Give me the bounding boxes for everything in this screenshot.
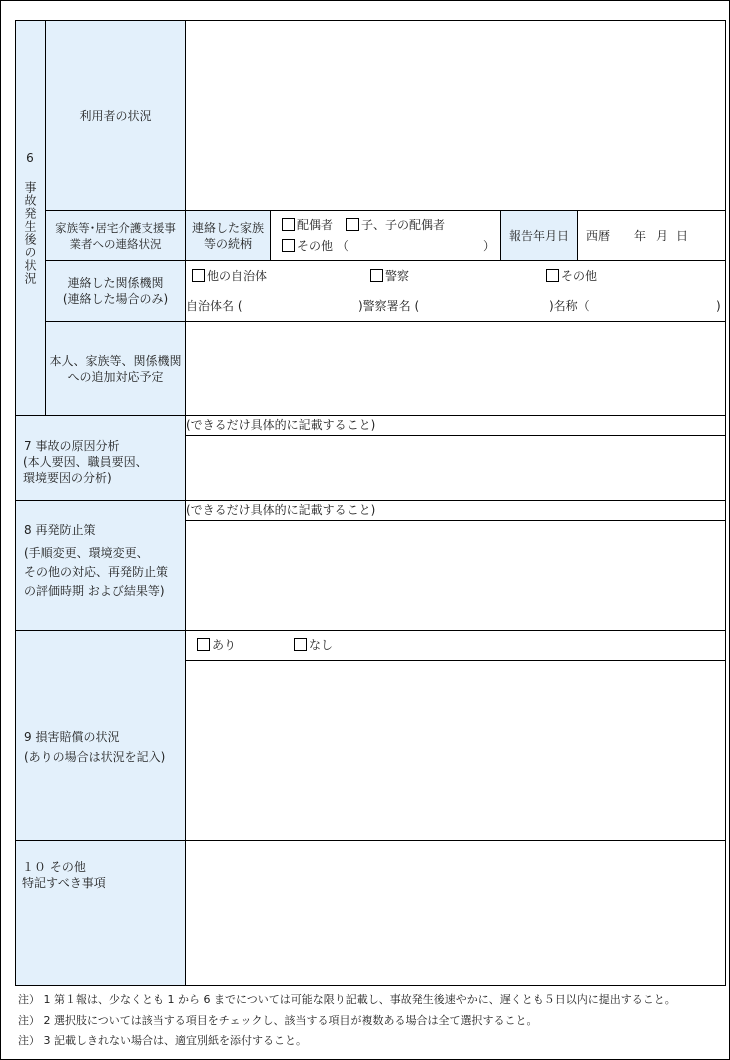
note-1: 注） 1 第１報は、少なくとも 1 から 6 までについては可能な限り記載し、事故発生後速やかに、遅くとも５日以内に提出すること。 [18,993,676,1006]
other-name-input[interactable] [596,298,711,314]
section6-title: 6 事故発生後の状況 [23,151,37,285]
user-status-field[interactable] [186,21,725,210]
section9-field[interactable] [186,661,725,840]
section7-title: 7 事故の原因分析 [24,439,120,453]
section9-subtitle: (ありの場合は状況を記入) [24,750,166,764]
section8-subtitle-3: の評価時期 および結果等) [24,584,165,598]
section7-label-cell [16,415,186,500]
note-2: 注） 2 選択肢については該当する項目をチェックし、該当する項目が複数ある場合は全て選択すること。 [18,1014,538,1027]
section9-title: 9 損害賠償の状況 [24,730,120,744]
day-label: 日 [676,229,689,243]
section7-hint-cell [186,415,725,436]
relation-label-cell [186,210,271,260]
relation-option-child[interactable]: 子、子の配偶者 [346,217,445,233]
note-3: 注） 3 記載しきれない場合は、適宜別紙を添付すること。 [18,1034,307,1047]
section10-label-cell [16,840,186,985]
section8-subtitle-2: その他の対応、再発防止策 [24,565,169,579]
damage-option-yes[interactable]: あり [197,637,236,653]
relation-option-spouse[interactable]: 配偶者 [282,217,333,233]
section10-subtitle: 特記すべき事項 [22,876,106,890]
followup-label-cell [46,321,186,415]
relation-other-input[interactable] [349,238,484,254]
section10-title: １０ その他 [22,860,86,874]
section8-field[interactable] [186,521,725,630]
section10-field[interactable] [186,840,725,985]
relation-options-cell [271,210,501,260]
other-name-close: ) [716,299,721,313]
checkbox-relation-other[interactable] [282,239,295,252]
followup-label: 本人、家族等、関係機関 への追加対応予定 [49,353,182,384]
relation-option-other[interactable]: その他 （ [282,238,349,254]
agencies-label: 連絡した関係機関 (連絡した場合のみ) [62,276,169,306]
section8-title: 8 再発防止策 [24,523,96,537]
report-date-field[interactable] [578,210,725,260]
damage-option-no[interactable]: なし [294,637,333,653]
section6-title-cell [16,21,46,415]
section7-field[interactable] [186,436,725,500]
relation-label: 連絡した家族等の続柄 [191,220,264,251]
section8-label-cell [16,500,186,630]
checkbox-police[interactable] [370,269,383,282]
family-contact-label-cell [46,210,186,260]
report-date-label-cell [500,210,578,260]
month-label: 月 [656,229,669,243]
user-status-label: 利用者の状況 [79,108,152,123]
agencies-options-cell [186,260,725,321]
checkbox-damage-no[interactable] [294,638,307,651]
section8-hint-cell [186,500,725,521]
user-status-label-cell [46,21,186,210]
checkbox-municipality[interactable] [192,269,205,282]
agency-option-municipality[interactable]: 他の自治体 [192,268,267,284]
section7-hint: (できるだけ具体的に記載すること) [186,418,376,432]
family-contact-label: 家族等･居宅介護支援事業者への連絡状況 [55,220,176,251]
section9-options-cell [186,630,725,661]
municipality-name-label: 自治体名 ( [186,299,243,313]
agencies-label-cell [46,260,186,321]
checkbox-agency-other[interactable] [546,269,559,282]
police-name-label: )警察署名 ( [358,299,420,313]
agency-option-police[interactable]: 警察 [370,268,409,284]
section9-label-cell [16,630,186,840]
section7-subtitle-1: (本人要因、職員要因、 [23,455,148,469]
section8-subtitle-1: (手順変更、環境変更、 [24,546,149,560]
other-name-label: )名称（ [549,299,590,313]
checkbox-damage-yes[interactable] [197,638,210,651]
relation-other-close: ） [483,239,496,253]
section7-subtitle-2: 環境要因の分析) [23,471,112,485]
era-label: 西暦 [586,229,611,243]
report-date-label: 報告年月日 [508,228,569,243]
section8-hint: (できるだけ具体的に記載すること) [186,503,376,517]
agency-option-other[interactable]: その他 [546,268,597,284]
year-label: 年 [634,229,647,243]
followup-field[interactable] [186,321,725,415]
checkbox-spouse[interactable] [282,218,295,231]
municipality-name-input[interactable] [241,298,356,314]
checkbox-child[interactable] [346,218,359,231]
police-name-input[interactable] [426,298,546,314]
